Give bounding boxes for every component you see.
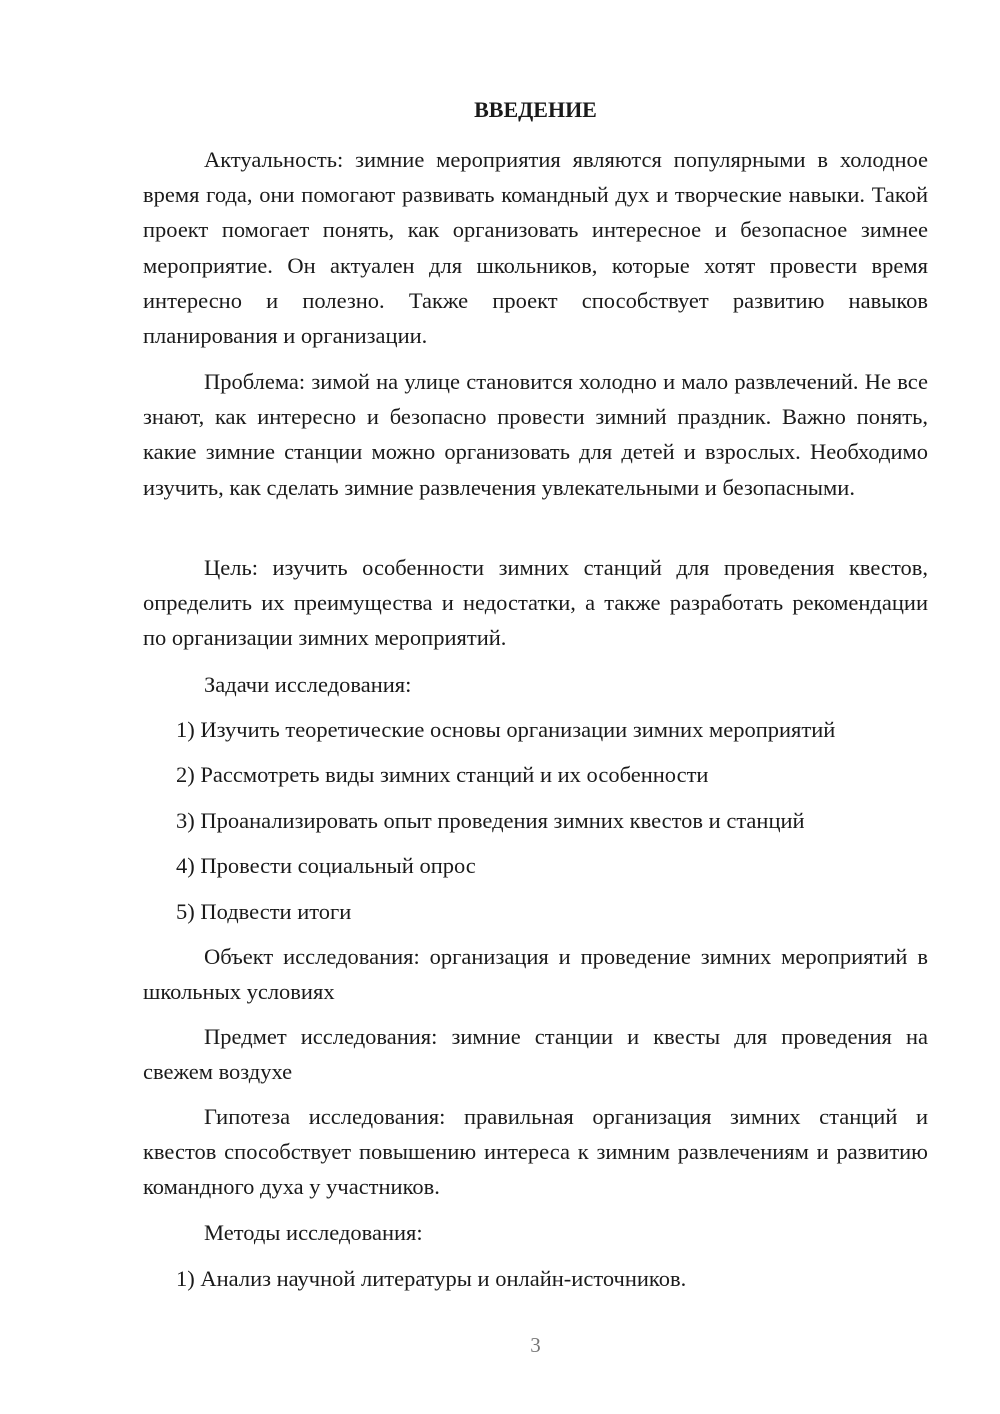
document-page (143, 0, 928, 1414)
paragraph-goal: Цель: изучить особенности зимних станций для проведения квестов, определить их преимущества и недостатки, а также разработать рекомендации по организации зимних мероприятий. (143, 555, 928, 651)
paragraph-object: Объект исследования: организация и проведение зимних мероприятий в школьных условиях (143, 944, 928, 1005)
page-number: 3 (530, 1333, 541, 1357)
task-item: 3) Проанализировать опыт проведения зимних квестов и станций (176, 808, 805, 833)
paragraph-problem: Проблема: зимой на улице становится холодно и мало развлечений. Не все знают, как интересно и безопасно провести зимний праздник. Важно понять, какие зимние станции можно организовать для детей и взрослых. Необходимо изучить, как сделать зимние развлечения увлекательными и безопасными. (143, 369, 928, 500)
method-item: 1) Анализ научной литературы и онлайн-источников. (176, 1266, 687, 1291)
task-item: 1) Изучить теоретические основы организации зимних мероприятий (176, 717, 836, 742)
paragraph-hypothesis: Гипотеза исследования: правильная организация зимних станций и квестов способствует повышению интереса к зимним развлечениям и развитию командного духа у участников. (143, 1104, 928, 1200)
tasks-label: Задачи исследования: (204, 672, 412, 697)
paragraph-relevance: Актуальность: зимние мероприятия являются популярными в холодное время года, они помогают развивать командный дух и творческие навыки. Такой проект помогает понять, как организовать интересное и безопасное зимнее мероприятие. Он актуален для школьников, которые хотят провести время интересно и полезно. Также проект способствует развитию навыков планирования и организации. (143, 147, 928, 349)
task-item: 2) Рассмотреть виды зимних станций и их особенности (176, 762, 709, 787)
task-item: 5) Подвести итоги (176, 899, 352, 924)
page-title: ВВЕДЕНИЕ (474, 97, 597, 122)
task-item: 4) Провести социальный опрос (176, 853, 476, 878)
methods-label: Методы исследования: (204, 1220, 423, 1245)
paragraph-subject: Предмет исследования: зимние станции и квесты для проведения на свежем воздухе (143, 1024, 928, 1085)
